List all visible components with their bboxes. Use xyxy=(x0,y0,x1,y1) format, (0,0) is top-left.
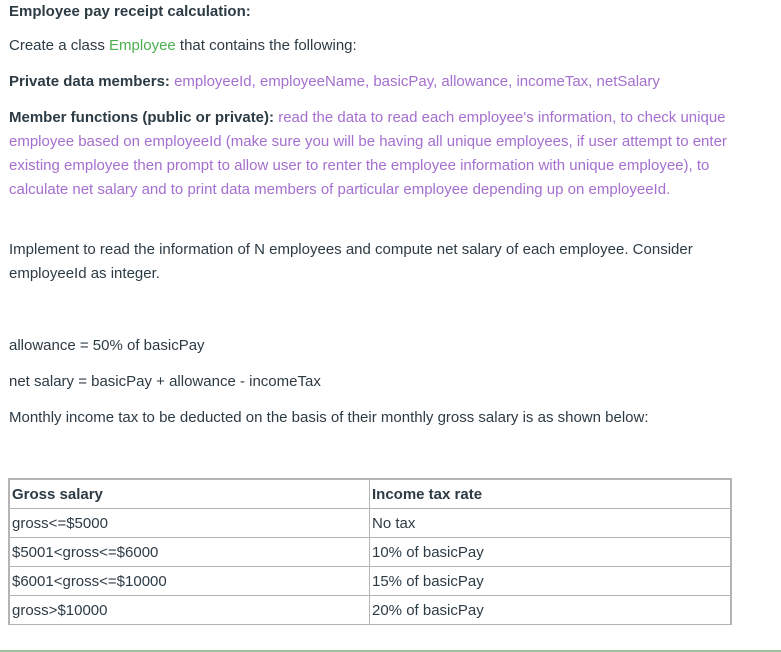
member-functions-text: read the data to read each employee's information, to check unique employee based on employeeId (make sure you will be having all unique employees, if user attempt to enter existing employee then prompt to allow user to renter the employee information with unique employee), to calculate net salary and to print data members of particular employee depending up on employeeId. xyxy=(9,109,727,198)
table-header-row xyxy=(10,480,731,509)
page-title: Employee pay receipt calculation: xyxy=(9,3,251,20)
gross-salary-cell: $5001<gross<=$6000 xyxy=(10,538,370,567)
tax-intro: Monthly income tax to be deducted on the basis of their monthly gross salary is as shown below: xyxy=(9,409,649,426)
tax-rate-cell: 15% of basicPay xyxy=(370,567,731,596)
table-header-cell: Income tax rate xyxy=(370,480,731,509)
private-members-label: Private data members: xyxy=(9,73,170,90)
table-row xyxy=(10,538,731,567)
allowance-formula: allowance = 50% of basicPay xyxy=(9,337,205,354)
tax-rate-cell: 10% of basicPay xyxy=(370,538,731,567)
table-row xyxy=(10,567,731,596)
class-name: Employee xyxy=(109,37,176,54)
gross-salary-cell: gross<=$5000 xyxy=(10,509,370,538)
intro-suffix: that contains the following: xyxy=(175,37,357,54)
intro-prefix: Create a class xyxy=(9,37,110,54)
private-members-text: employeeId, employeeName, basicPay, allowance, incomeTax, netSalary xyxy=(169,73,660,90)
intro-paragraph xyxy=(9,34,357,58)
private-members-paragraph xyxy=(9,70,660,94)
net-salary-formula: net salary = basicPay + allowance - incomeTax xyxy=(9,373,321,390)
tax-rate-cell: No tax xyxy=(370,509,731,538)
gross-salary-cell: $6001<gross<=$10000 xyxy=(10,567,370,596)
member-functions-label: Member functions (public or private): xyxy=(9,109,275,126)
table-row xyxy=(10,596,731,625)
implementation-paragraph: Implement to read the information of N employees and compute net salary of each employee. Consider employeeId as integer. xyxy=(9,241,693,282)
table-row xyxy=(10,509,731,538)
tax-table xyxy=(9,479,731,625)
member-functions-paragraph xyxy=(9,106,759,202)
gross-salary-cell: gross>$10000 xyxy=(10,596,370,625)
tax-rate-cell: 20% of basicPay xyxy=(370,596,731,625)
table-header-cell: Gross salary xyxy=(10,480,370,509)
